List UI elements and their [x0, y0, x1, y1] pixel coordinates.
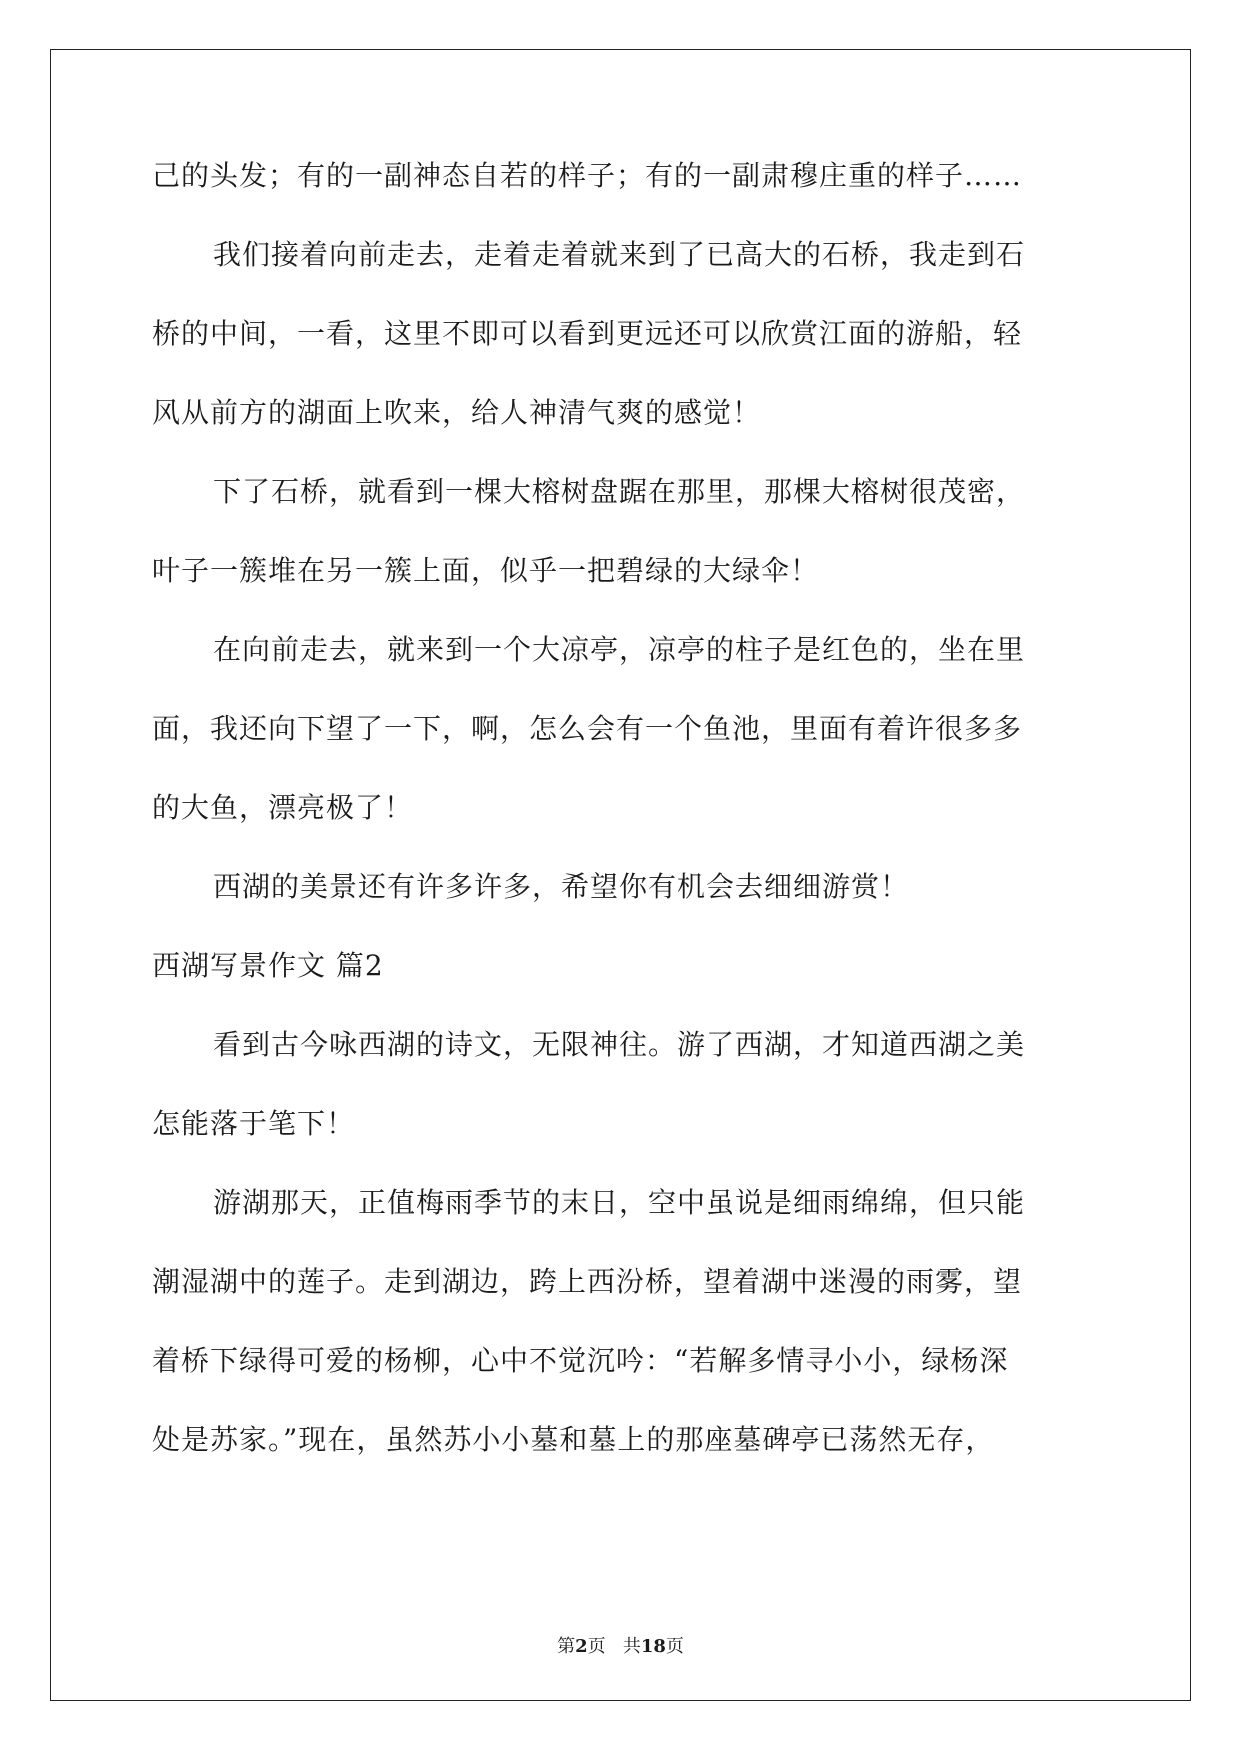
- page-prefix: 第: [557, 1636, 576, 1657]
- section-heading: 西湖写景作文 篇2: [152, 949, 384, 982]
- paragraph-start-line: 下了石桥，就看到一棵大榕树盘踞在那里，那棵大榕树很茂密，: [213, 475, 1026, 508]
- page-footer: [0, 1635, 1241, 1659]
- text-line: 处是苏家。”现在，虽然苏小小墓和墓上的那座墓碑亭已荡然无存，: [152, 1423, 995, 1456]
- paragraph-start-line: 我们接着向前走去，走着走着就来到了已高大的石桥，我走到石: [213, 238, 1026, 271]
- paragraph-start-line: 游湖那天，正值梅雨季节的末日，空中虽说是细雨绵绵，但只能: [213, 1186, 1026, 1219]
- paragraph-start-line: 在向前走去，就来到一个大凉亭，凉亭的柱子是红色的，坐在里: [213, 633, 1026, 666]
- text-line: 着桥下绿得可爱的杨柳，心中不觉沉吟：“若解多情寻小小，绿杨深: [152, 1344, 1009, 1377]
- paragraph-start-line: 看到古今咏西湖的诗文，无限神往。游了西湖，才知道西湖之美: [213, 1028, 1026, 1061]
- text-line: 桥的中间，一看，这里不即可以看到更远还可以欣赏江面的游船，轻: [152, 317, 1023, 350]
- text-line: 面，我还向下望了一下，啊，怎么会有一个鱼池，里面有着许很多多: [152, 712, 1023, 745]
- total-pages: 18: [640, 1636, 666, 1657]
- page-suffix: 页: [587, 1636, 606, 1657]
- page-number: 2: [575, 1636, 588, 1657]
- total-suffix: 页: [665, 1636, 684, 1657]
- text-line: 怎能落于笔下！: [152, 1107, 356, 1140]
- text-line: 己的头发；有的一副神态自若的样子；有的一副肃穆庄重的样子……: [152, 159, 1023, 192]
- paragraph-start-line: 西湖的美景还有许多许多，希望你有机会去细细游赏！: [213, 870, 910, 903]
- total-prefix: 共: [622, 1636, 641, 1657]
- text-line: 潮湿湖中的莲子。走到湖边，跨上西汾桥，望着湖中迷漫的雨雾，望: [152, 1265, 1023, 1298]
- text-line: 的大鱼，漂亮极了！: [152, 791, 414, 824]
- text-line: 叶子一簇堆在另一簇上面，似乎一把碧绿的大绿伞！: [152, 554, 820, 587]
- text-line: 风从前方的湖面上吹来，给人神清气爽的感觉！: [152, 396, 762, 429]
